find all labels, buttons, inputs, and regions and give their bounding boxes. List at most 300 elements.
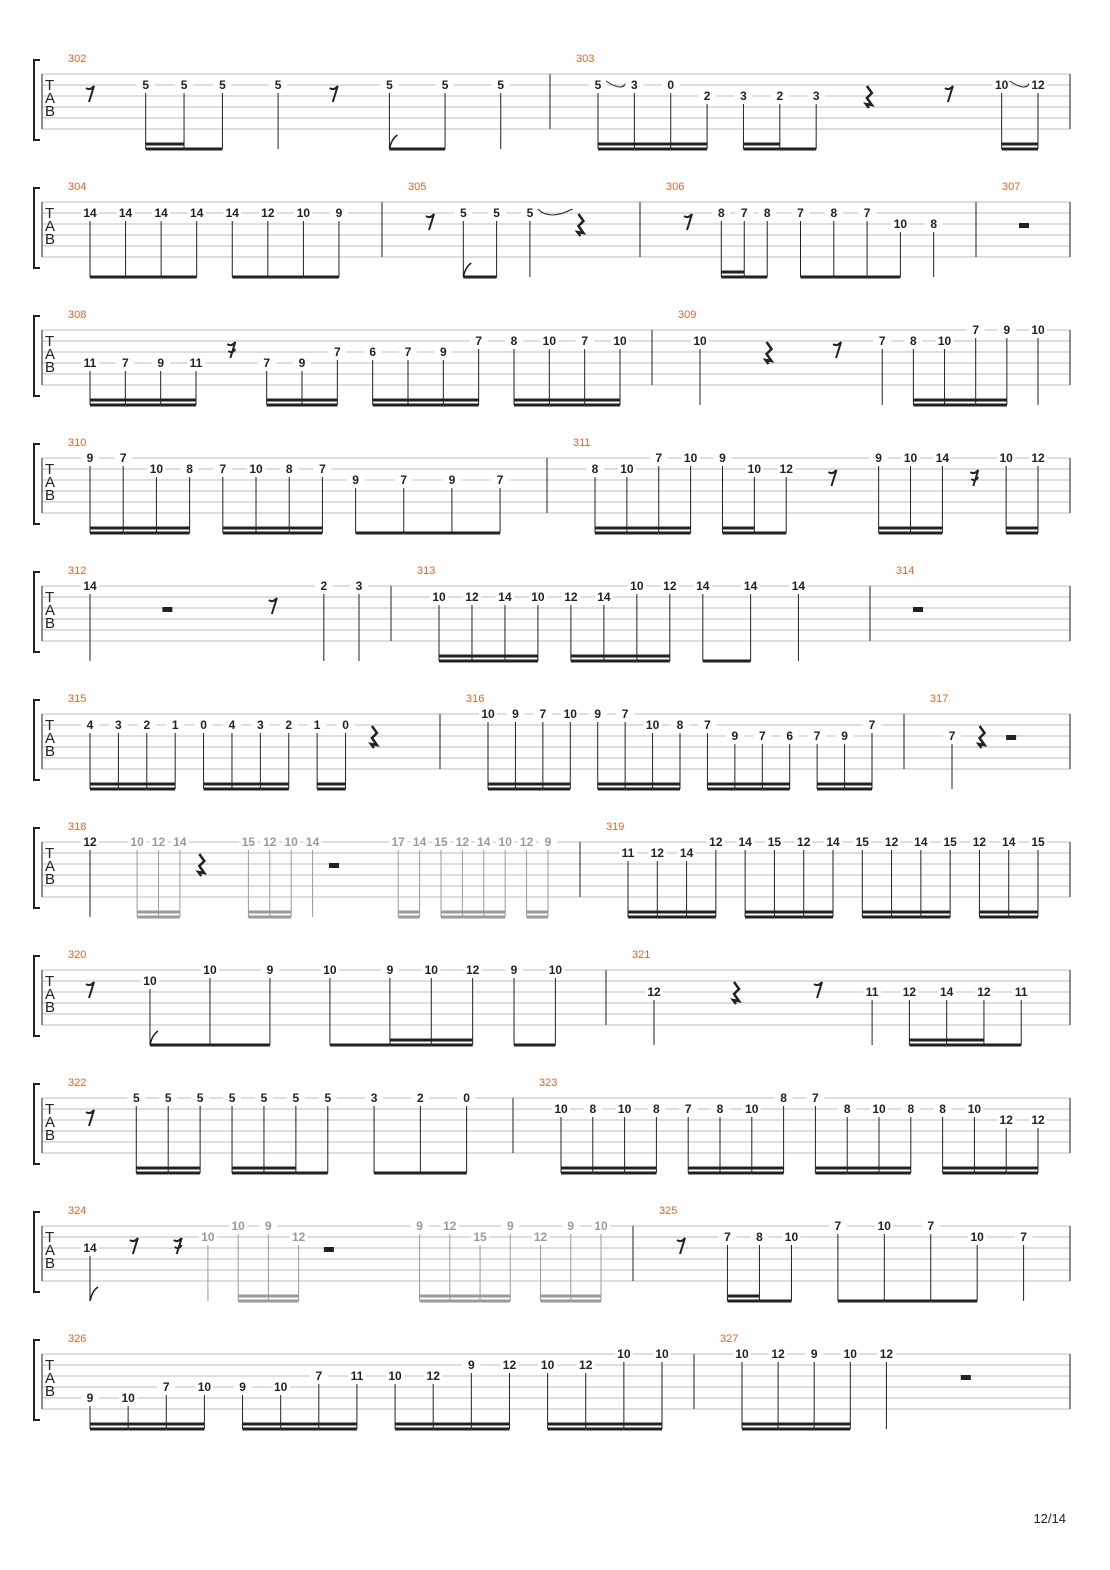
fret-number: 10 xyxy=(548,963,563,977)
fret-number: 12 xyxy=(650,846,664,860)
fret-number: 14 xyxy=(939,985,954,999)
system-bracket xyxy=(34,956,40,1036)
fret-number: 10 xyxy=(143,974,157,988)
eighth-rest xyxy=(828,470,836,486)
fret-number: 7 xyxy=(863,206,871,220)
fret-number: 10 xyxy=(630,579,644,593)
fret-number: 10 xyxy=(542,334,557,348)
fret-number: 5 xyxy=(274,78,282,92)
fret-number: 14 xyxy=(173,835,187,849)
quarter-rest xyxy=(198,854,204,876)
fret-number: 14 xyxy=(305,835,320,849)
fret-number: 7 xyxy=(684,1102,692,1116)
fret-number: 5 xyxy=(459,206,467,220)
system-bracket xyxy=(34,316,40,396)
fret-number: 10 xyxy=(843,1347,857,1361)
tab-clef-letter: T xyxy=(45,1229,55,1246)
fret-number: 5 xyxy=(228,1091,236,1105)
eighth-rest xyxy=(426,214,434,230)
fret-number: 9 xyxy=(875,451,882,465)
fret-number: 12 xyxy=(519,835,534,849)
tab-clef-letter: A xyxy=(45,218,56,235)
fret-number: 10 xyxy=(284,835,298,849)
note-flag xyxy=(150,1031,158,1045)
system-bracket xyxy=(34,1084,40,1164)
measure-number: 304 xyxy=(68,181,87,193)
eighth-rest xyxy=(814,982,822,998)
measure xyxy=(539,1077,1047,1173)
fret-number: 0 xyxy=(200,718,207,732)
measure-number: 317 xyxy=(930,693,949,705)
tab-system xyxy=(34,949,1070,1045)
tie xyxy=(606,81,626,87)
fret-number: 5 xyxy=(441,78,449,92)
fret-number: 14 xyxy=(477,835,491,849)
fret-number: 10 xyxy=(617,1347,631,1361)
fret-number: 2 xyxy=(703,89,711,103)
measure-number: 307 xyxy=(1002,181,1021,193)
half-rest xyxy=(1006,735,1016,740)
fret-number: 8 xyxy=(716,1102,724,1116)
fret-number: 10 xyxy=(903,451,918,465)
measure-number: 306 xyxy=(666,181,685,193)
measure xyxy=(68,1205,610,1301)
measure-number: 322 xyxy=(68,1077,87,1089)
fret-number: 7 xyxy=(740,206,748,220)
fret-number: 2 xyxy=(285,718,293,732)
fret-number: 10 xyxy=(563,707,577,721)
fret-number: 12 xyxy=(502,1358,517,1372)
fret-number: 3 xyxy=(115,718,122,732)
fret-number: 10 xyxy=(617,1102,632,1116)
fret-number: 12 xyxy=(426,1369,440,1383)
measure xyxy=(632,949,1030,1045)
fret-number: 7 xyxy=(948,729,956,743)
fret-number: 3 xyxy=(355,579,363,593)
fret-number: 12 xyxy=(999,1113,1013,1127)
fret-number: 12 xyxy=(884,835,899,849)
eighth-rest xyxy=(130,1238,138,1254)
tab-clef-letter: B xyxy=(45,487,56,504)
half-rest xyxy=(162,607,172,612)
fret-number: 2 xyxy=(417,1091,424,1105)
measure xyxy=(68,181,348,277)
measure-number: 318 xyxy=(68,821,87,833)
fret-number: 12 xyxy=(879,1347,894,1361)
fret-number: 8 xyxy=(830,206,838,220)
fret-number: 12 xyxy=(151,835,166,849)
measure-number: 319 xyxy=(606,821,625,833)
fret-number: 9 xyxy=(1003,323,1011,337)
fret-number: 8 xyxy=(910,334,917,348)
tab-clef-letter: A xyxy=(45,986,56,1003)
quarter-rest xyxy=(866,86,872,108)
fret-number: 10 xyxy=(554,1102,568,1116)
fret-number: 14 xyxy=(935,451,950,465)
fret-number: 7 xyxy=(972,323,980,337)
fret-number: 9 xyxy=(594,707,602,721)
fret-number: 0 xyxy=(667,78,675,92)
tab-clef-letter: T xyxy=(45,333,55,350)
fret-number: 12 xyxy=(261,206,275,220)
eighth-rest xyxy=(677,1238,685,1254)
fret-number: 9 xyxy=(439,345,447,359)
fret-number: 8 xyxy=(186,462,193,476)
fret-number: 7 xyxy=(333,345,341,359)
measure xyxy=(930,693,1016,789)
fret-number: 11 xyxy=(1014,985,1028,999)
fret-number: 9 xyxy=(841,729,848,743)
fret-number: 12 xyxy=(1031,451,1045,465)
fret-number: 9 xyxy=(416,1219,423,1233)
fret-number: 7 xyxy=(621,707,629,721)
tab-clef-letter: A xyxy=(45,1242,56,1259)
eighth-rest xyxy=(330,86,338,102)
fret-number: 9 xyxy=(239,1380,246,1394)
eighth-rest xyxy=(269,598,277,614)
measure xyxy=(466,693,881,789)
fret-number: 8 xyxy=(763,206,771,220)
fret-number: 8 xyxy=(676,718,684,732)
measure xyxy=(68,565,368,661)
half-rest xyxy=(1019,223,1029,228)
measure xyxy=(576,53,1047,149)
fret-number: 12 xyxy=(977,985,991,999)
fret-number: 10 xyxy=(531,590,545,604)
fret-number: 1 xyxy=(171,718,179,732)
fret-number: 10 xyxy=(424,963,438,977)
fret-number: 7 xyxy=(475,334,483,348)
measure-number: 302 xyxy=(68,53,87,65)
fret-number: 15 xyxy=(241,835,256,849)
fret-number: 14 xyxy=(914,835,928,849)
fret-number: 14 xyxy=(83,206,97,220)
measure-number: 327 xyxy=(720,1333,739,1345)
fret-number: 14 xyxy=(679,846,694,860)
fret-number: 14 xyxy=(696,579,710,593)
tab-system xyxy=(34,565,1070,661)
quarter-rest xyxy=(577,214,583,236)
fret-number: 9 xyxy=(298,356,306,370)
fret-number: 12 xyxy=(465,590,479,604)
fret-number: 8 xyxy=(780,1091,787,1105)
fret-number: 7 xyxy=(263,356,271,370)
fret-number: 14 xyxy=(190,206,204,220)
fret-number: 0 xyxy=(463,1091,470,1105)
fret-number: 4 xyxy=(86,718,94,732)
fret-number: 9 xyxy=(506,1219,514,1233)
fret-number: 7 xyxy=(704,718,711,732)
fret-number: 12 xyxy=(663,579,677,593)
page-number: 12/14 xyxy=(1033,1511,1066,1526)
fret-number: 14 xyxy=(597,590,611,604)
fret-number: 10 xyxy=(872,1102,886,1116)
fret-number: 10 xyxy=(645,718,660,732)
tab-clef-letter: T xyxy=(45,717,55,734)
fret-number: 2 xyxy=(143,718,151,732)
fret-number: 3 xyxy=(740,89,747,103)
fret-number: 7 xyxy=(319,462,326,476)
eighth-rest xyxy=(86,86,94,102)
measure-number: 313 xyxy=(417,565,436,577)
fret-number: 6 xyxy=(369,345,377,359)
fret-number: 15 xyxy=(855,835,869,849)
fret-number: 6 xyxy=(786,729,794,743)
measure xyxy=(68,949,564,1045)
tab-clef-letter: B xyxy=(45,871,56,888)
fret-number: 10 xyxy=(273,1380,288,1394)
fret-number: 10 xyxy=(540,1358,555,1372)
fret-number: 10 xyxy=(249,462,263,476)
measure-number: 303 xyxy=(576,53,595,65)
fret-number: 7 xyxy=(758,729,766,743)
fret-number: 7 xyxy=(878,334,886,348)
tab-clef-letter: A xyxy=(45,858,56,875)
fret-number: 10 xyxy=(893,217,908,231)
fret-number: 8 xyxy=(653,1102,660,1116)
fret-number: 10 xyxy=(296,206,311,220)
fret-number: 12 xyxy=(455,835,470,849)
fret-number: 7 xyxy=(119,451,127,465)
fret-number: 10 xyxy=(747,462,762,476)
fret-number: 5 xyxy=(292,1091,300,1105)
measure-number: 315 xyxy=(68,693,87,705)
note-flag xyxy=(389,135,397,149)
fret-number: 10 xyxy=(735,1347,749,1361)
fret-number: 8 xyxy=(939,1102,946,1116)
fret-number: 8 xyxy=(285,462,293,476)
fret-number: 7 xyxy=(581,334,589,348)
quarter-rest xyxy=(371,726,377,748)
fret-number: 7 xyxy=(797,206,804,220)
fret-number: 14 xyxy=(83,579,97,593)
measure xyxy=(68,53,510,149)
eighth-rest xyxy=(86,1110,94,1126)
tab-system xyxy=(34,1205,1070,1301)
measure-number: 309 xyxy=(678,309,697,321)
fret-number: 8 xyxy=(907,1102,915,1116)
system-bracket xyxy=(34,444,40,524)
fret-number: 10 xyxy=(994,78,1009,92)
tab-system xyxy=(34,1333,1070,1429)
fret-number: 3 xyxy=(631,78,638,92)
measure-number: 308 xyxy=(68,309,87,321)
fret-number: 15 xyxy=(1031,835,1045,849)
fret-number: 12 xyxy=(291,1230,306,1244)
fret-number: 9 xyxy=(467,1358,475,1372)
tab-clef-letter: B xyxy=(45,231,56,248)
fret-number: 5 xyxy=(164,1091,172,1105)
fret-number: 7 xyxy=(400,473,408,487)
fret-number: 10 xyxy=(130,835,144,849)
measure xyxy=(573,437,1047,533)
tab-clef-letter: A xyxy=(45,346,56,363)
measure-number: 305 xyxy=(408,181,427,193)
tab-clef-letter: B xyxy=(45,1255,56,1272)
fret-number: 10 xyxy=(745,1102,759,1116)
fret-number: 7 xyxy=(315,1369,323,1383)
fret-number: 5 xyxy=(196,1091,204,1105)
measure-number: 324 xyxy=(68,1205,87,1217)
fret-number: 7 xyxy=(121,356,129,370)
fret-number: 10 xyxy=(613,334,627,348)
tab-clef-letter: T xyxy=(45,77,55,94)
measure xyxy=(606,821,1047,917)
tab-clef-letter: B xyxy=(45,615,56,632)
eighth-rest xyxy=(833,342,841,358)
fret-number: 17 xyxy=(391,835,405,849)
fret-number: 10 xyxy=(784,1230,799,1244)
fret-number: 5 xyxy=(180,78,188,92)
fret-number: 10 xyxy=(999,451,1013,465)
fret-number: 5 xyxy=(142,78,150,92)
measure-number: 310 xyxy=(68,437,87,449)
fret-number: 10 xyxy=(481,707,495,721)
measure xyxy=(68,309,629,405)
fret-number: 5 xyxy=(219,78,226,92)
fret-number: 12 xyxy=(1031,1113,1045,1127)
measure-number: 314 xyxy=(896,565,915,577)
fret-number: 14 xyxy=(791,579,806,593)
fret-number: 12 xyxy=(533,1230,548,1244)
fret-number: 12 xyxy=(1031,78,1045,92)
quarter-rest xyxy=(979,726,985,748)
tie xyxy=(538,209,573,215)
tab-clef-letter: T xyxy=(45,973,55,990)
fret-number: 1 xyxy=(313,718,321,732)
fret-number: 14 xyxy=(826,835,840,849)
note-flag xyxy=(90,1287,98,1301)
fret-number: 10 xyxy=(970,1230,984,1244)
fret-number: 7 xyxy=(834,1219,842,1233)
quarter-rest xyxy=(766,342,772,364)
fret-number: 9 xyxy=(567,1219,575,1233)
fret-number: 5 xyxy=(386,78,393,92)
fret-number: 10 xyxy=(620,462,634,476)
fret-number: 12 xyxy=(443,1219,457,1233)
fret-number: 5 xyxy=(132,1091,140,1105)
fret-number: 12 xyxy=(647,985,661,999)
fret-number: 10 xyxy=(323,963,337,977)
measure xyxy=(68,821,557,917)
fret-number: 12 xyxy=(779,462,793,476)
fret-number: 15 xyxy=(943,835,957,849)
fret-number: 9 xyxy=(510,963,518,977)
fret-number: 3 xyxy=(370,1091,378,1105)
measure-number: 312 xyxy=(68,565,87,577)
fret-number: 7 xyxy=(162,1380,170,1394)
fret-number: 9 xyxy=(86,1391,94,1405)
fret-number: 9 xyxy=(544,835,552,849)
system-bracket xyxy=(34,1340,40,1420)
fret-number: 14 xyxy=(498,590,512,604)
fret-number: 5 xyxy=(497,78,505,92)
tab-clef-letter: B xyxy=(45,103,56,120)
tab-clef-letter: B xyxy=(45,1383,56,1400)
fret-number: 7 xyxy=(724,1230,731,1244)
fret-number: 12 xyxy=(902,985,917,999)
eighth-rest xyxy=(945,86,953,102)
half-rest xyxy=(329,863,339,868)
fret-number: 15 xyxy=(434,835,448,849)
fret-number: 12 xyxy=(579,1358,593,1372)
fret-number: 10 xyxy=(201,1230,215,1244)
fret-number: 7 xyxy=(404,345,412,359)
fret-number: 10 xyxy=(203,963,217,977)
fret-number: 12 xyxy=(797,835,811,849)
fret-number: 15 xyxy=(767,835,782,849)
fret-number: 7 xyxy=(927,1219,935,1233)
fret-number: 14 xyxy=(154,206,168,220)
fret-number: 12 xyxy=(972,835,987,849)
measure-number: 316 xyxy=(466,693,485,705)
fret-number: 10 xyxy=(655,1347,669,1361)
fret-number: 9 xyxy=(352,473,359,487)
fret-number: 15 xyxy=(473,1230,487,1244)
fret-number: 9 xyxy=(335,206,343,220)
fret-number: 12 xyxy=(465,963,480,977)
fret-number: 9 xyxy=(266,963,274,977)
fret-number: 9 xyxy=(86,451,94,465)
tab-clef-letter: A xyxy=(45,602,56,619)
eighth-rest xyxy=(86,982,94,998)
tie xyxy=(1010,81,1030,87)
fret-number: 8 xyxy=(589,1102,597,1116)
fret-number: 12 xyxy=(564,590,578,604)
tab-clef-letter: T xyxy=(45,845,55,862)
measure xyxy=(666,181,943,277)
measure xyxy=(408,181,583,277)
fret-number: 7 xyxy=(496,473,504,487)
system-bracket xyxy=(34,828,40,908)
fret-number: 10 xyxy=(937,334,952,348)
fret-number: 8 xyxy=(843,1102,851,1116)
tab-system xyxy=(34,1077,1070,1173)
system-bracket xyxy=(34,188,40,268)
measure xyxy=(68,437,509,533)
fret-number: 10 xyxy=(498,835,512,849)
tab-clef-letter: B xyxy=(45,359,56,376)
fret-number: 14 xyxy=(743,579,758,593)
fret-number: 10 xyxy=(149,462,164,476)
system-bracket xyxy=(34,60,40,140)
fret-number: 12 xyxy=(709,835,723,849)
half-rest xyxy=(324,1247,334,1252)
fret-number: 4 xyxy=(228,718,236,732)
half-rest xyxy=(961,1375,971,1380)
fret-number: 3 xyxy=(257,718,264,732)
fret-number: 11 xyxy=(621,846,635,860)
fret-number: 11 xyxy=(83,356,97,370)
fret-number: 7 xyxy=(813,729,821,743)
measure-number: 326 xyxy=(68,1333,87,1345)
measure xyxy=(417,565,807,661)
fret-number: 9 xyxy=(448,473,456,487)
fret-number: 11 xyxy=(189,356,203,370)
tab-clef-letter: T xyxy=(45,461,55,478)
fret-number: 7 xyxy=(219,462,227,476)
system-bracket xyxy=(34,700,40,780)
fret-number: 10 xyxy=(121,1391,135,1405)
tab-clef-letter: A xyxy=(45,90,56,107)
measure xyxy=(720,1333,971,1429)
fret-number: 9 xyxy=(157,356,165,370)
fret-number: 10 xyxy=(388,1369,402,1383)
measure-number: 311 xyxy=(573,437,591,449)
tab-clef-letter: T xyxy=(45,589,55,606)
fret-number: 5 xyxy=(260,1091,268,1105)
measure-number: 323 xyxy=(539,1077,558,1089)
